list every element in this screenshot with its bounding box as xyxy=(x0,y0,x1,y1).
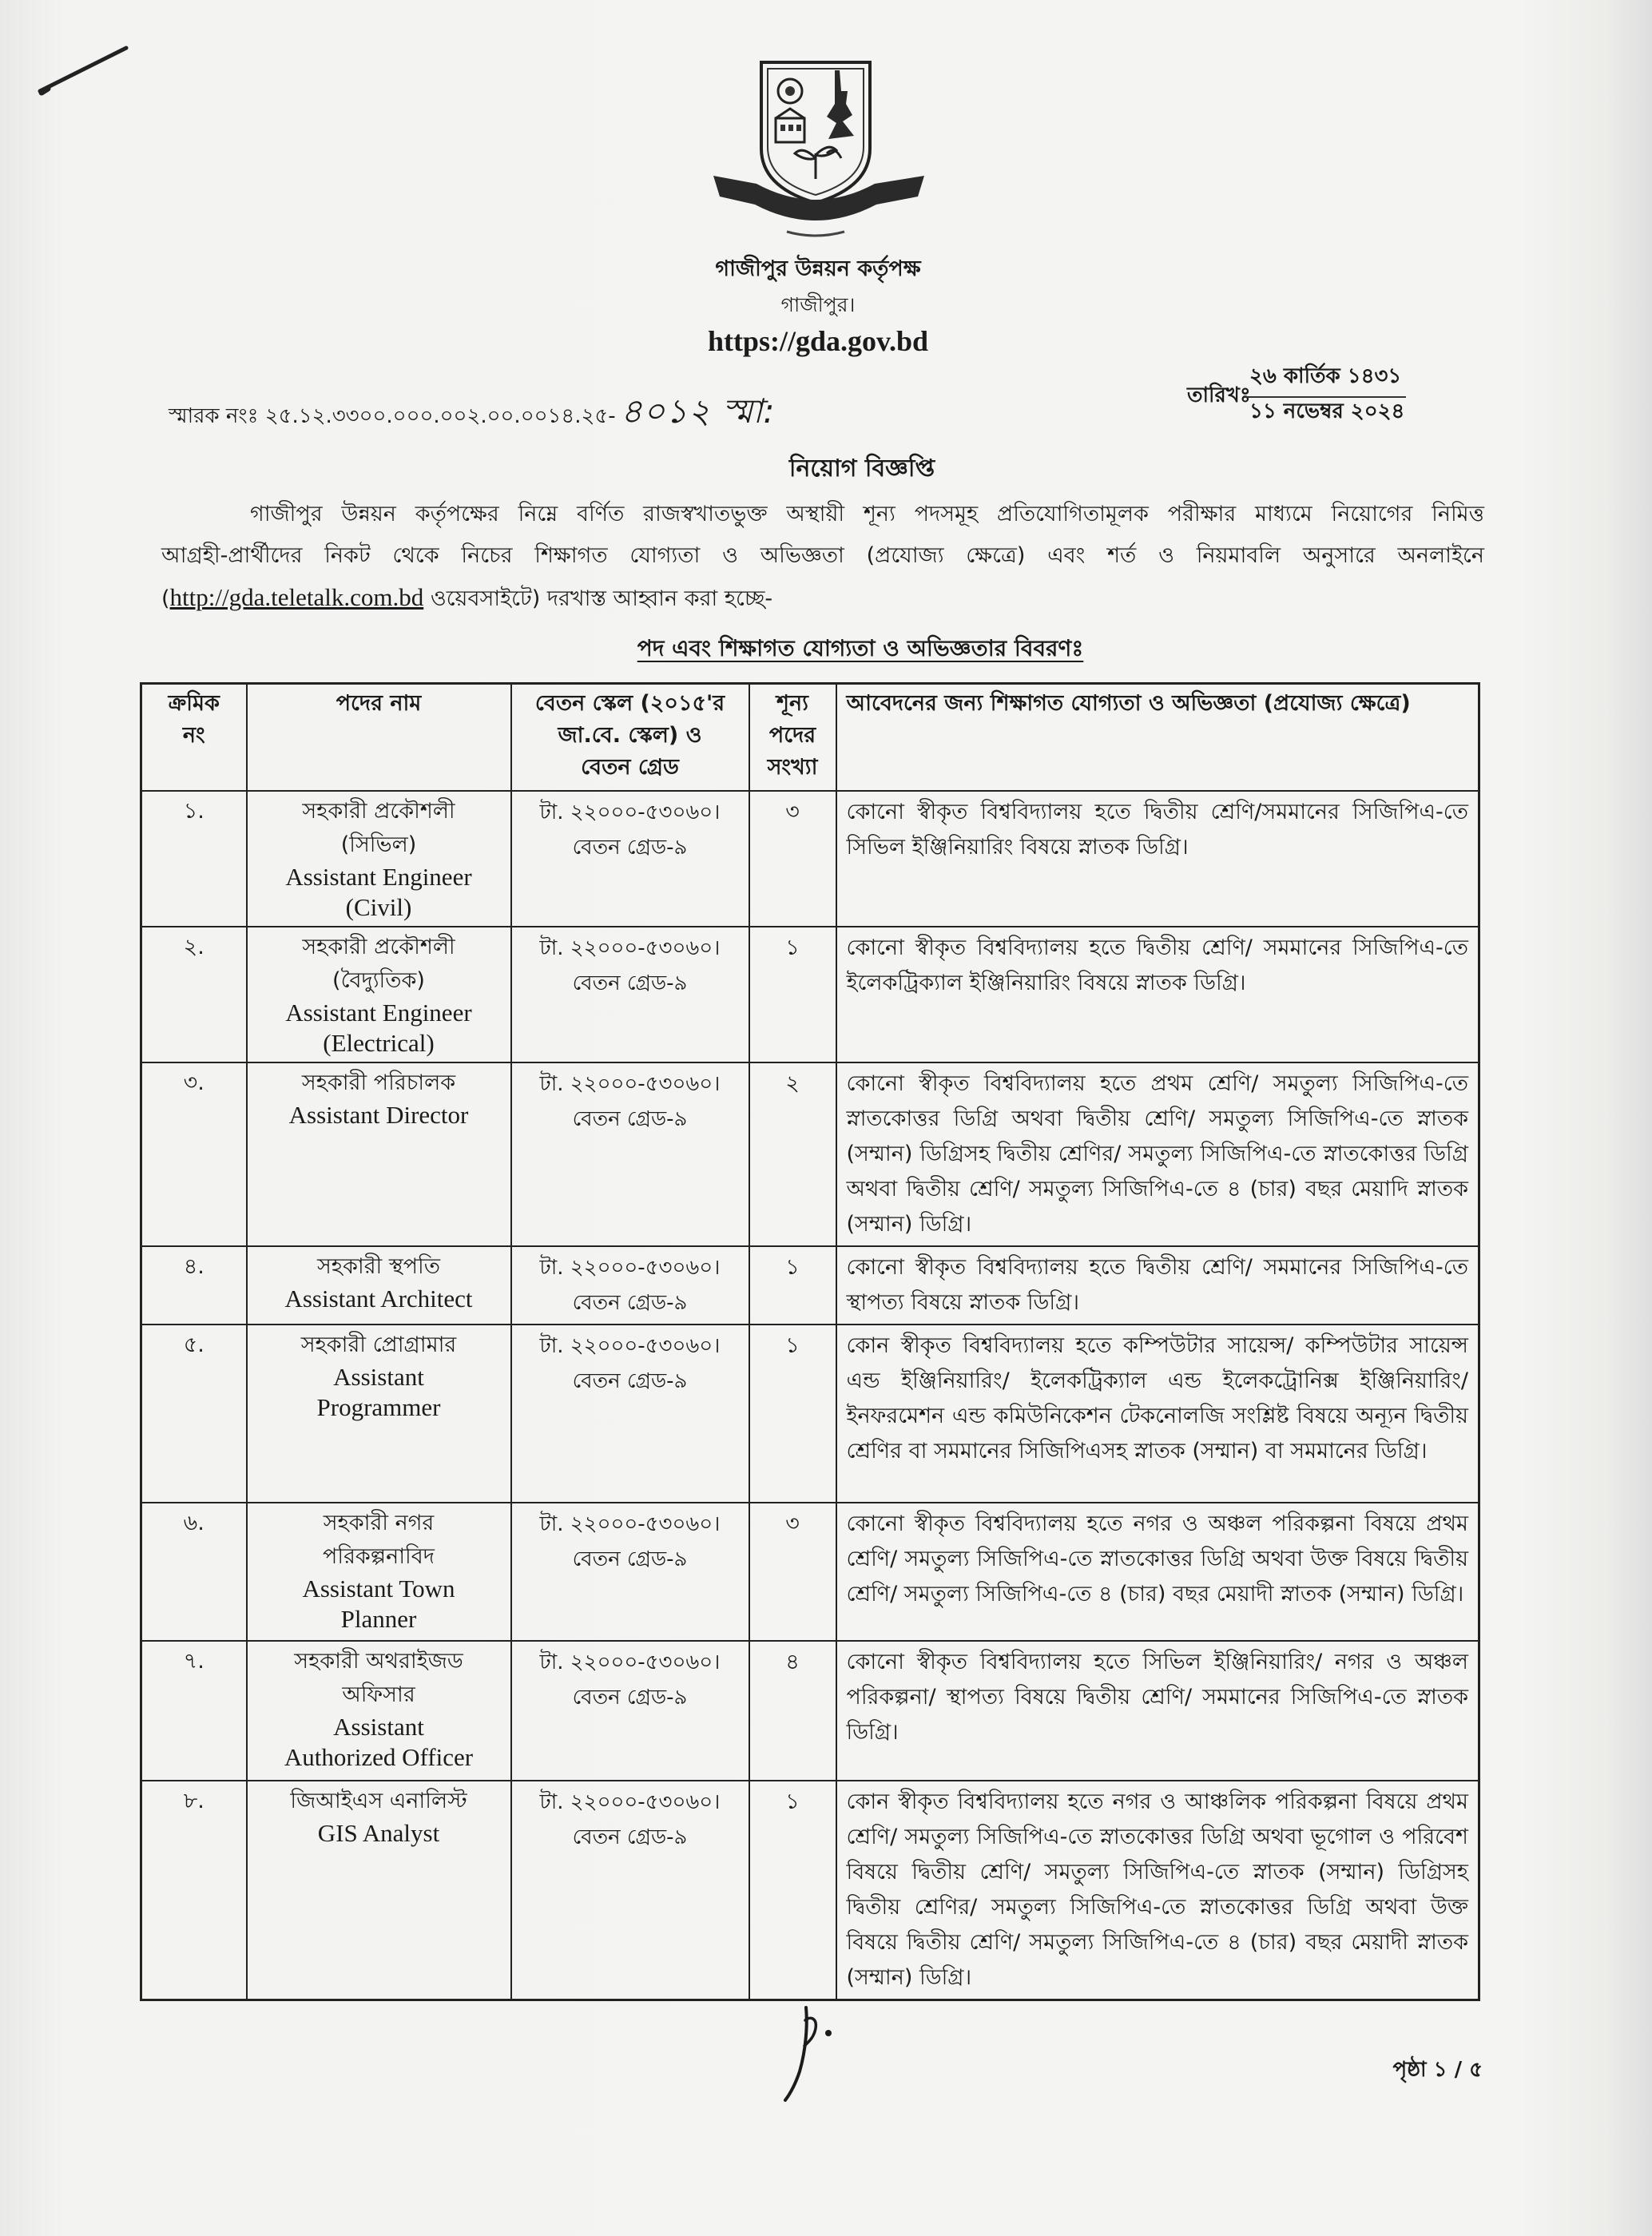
vacancy-cell xyxy=(749,927,836,1062)
col-pay-scale-header xyxy=(511,684,749,791)
vacancy-count: ৪ xyxy=(785,1649,800,1674)
pay-grade: বেতন গ্রেড-৯ xyxy=(572,835,688,860)
table-row xyxy=(141,1503,1479,1641)
serial-number: ২. xyxy=(183,934,205,959)
organization-name: গাজীপুর উন্নয়ন কর্তৃপক্ষ xyxy=(715,256,921,281)
posts-table xyxy=(140,682,1480,2001)
pay-scale-cell xyxy=(511,791,749,927)
qualification-cell xyxy=(836,1062,1479,1246)
header-label: পদের নাম xyxy=(336,691,422,716)
table-row xyxy=(141,1246,1479,1325)
serial-number: ১. xyxy=(183,798,205,824)
post-name-bangla: পরিকল্পনাবিদ xyxy=(323,1543,435,1569)
pay-grade: বেতন গ্রেড-৯ xyxy=(572,1825,688,1849)
intro-line: গাজীপুর উন্নয়ন কর্তৃপক্ষের নিম্নে বর্ণিত রাজস্বখাতভুক্ত অস্থায়ী শূন্য পদসমূহ প্রতিযোগিতামূলক পরীক্ষার মাধ্যমে নিয়োগের নিমিত্ত xyxy=(250,502,1484,526)
post-name-cell xyxy=(247,1641,511,1781)
pay-scale: টা. ২২০০০-৫৩০৬০। xyxy=(539,1511,721,1536)
pay-scale: টা. ২২০০০-৫৩০৬০। xyxy=(539,1333,721,1358)
qualification-text: কোনো স্বীকৃত বিশ্ববিদ্যালয় হতে দ্বিতীয় শ্রেণি/সমমানের সিজিপিএ-তে সিভিল ইঞ্জিনিয়ারিং বিষয়ে স্নাতক ডিগ্রি। xyxy=(846,799,1468,860)
post-name-english: (Electrical) xyxy=(323,1028,435,1057)
intro-paragraph xyxy=(161,494,1484,620)
header-label: জা.বে. স্কেল) ও xyxy=(558,723,702,748)
serial-number: ৬. xyxy=(183,1510,205,1535)
serial-cell xyxy=(141,1325,247,1503)
post-name-english: Assistant Engineer xyxy=(285,862,472,891)
vacancy-count: ২ xyxy=(785,1070,800,1096)
pay-grade: বেতন গ্রেড-৯ xyxy=(572,1547,688,1571)
serial-number: ৮. xyxy=(183,1788,205,1813)
pay-scale: টা. ২২০০০-৫৩০৬০। xyxy=(539,1789,721,1814)
pay-scale-cell xyxy=(511,1246,749,1325)
qualification-cell xyxy=(836,1503,1479,1641)
qualification-text: কোনো স্বীকৃত বিশ্ববিদ্যালয় হতে নগর ও অঞ্চল পরিকল্পনা বিষয়ে প্রথম শ্রেণি/ সমতুল্য সিজিপিএ-তে স্নাতকোত্তর ডিগ্রি অথবা উক্ত বিষয়ে দ্বিতীয় শ্রেণি/ সমতুল্য সিজিপিএ-তে ৪ (চার) বছর মেয়াদী স্নাতক (সম্মান) ডিগ্রি। xyxy=(846,1511,1468,1607)
table-row xyxy=(141,1781,1479,2000)
serial-number: ৭. xyxy=(183,1648,205,1674)
serial-number: ৩. xyxy=(183,1070,205,1095)
header-label: শূন্য xyxy=(776,691,808,716)
post-name-cell xyxy=(247,1781,511,2000)
post-name-english: Assistant Director xyxy=(288,1100,469,1129)
qualification-text: কোনো স্বীকৃত বিশ্ববিদ্যালয় হতে দ্বিতীয় শ্রেণি/ সমমানের সিজিপিএ-তে ইলেকট্রিক্যাল ইঞ্জিনিয়ারিং বিষয়ে স্নাতক ডিগ্রি। xyxy=(846,935,1468,995)
serial-number: ৪. xyxy=(183,1253,205,1279)
date-block xyxy=(1187,359,1491,431)
website-url[interactable]: https://gda.gov.bd xyxy=(707,325,929,357)
section-heading: পদ এবং শিক্ষাগত যোগ্যতা ও অভিজ্ঞতার বিবরণঃ xyxy=(637,635,1084,661)
qualification-text: কোনো স্বীকৃত বিশ্ববিদ্যালয় হতে প্রথম শ্রেণি/ সমতুল্য সিজিপিএ-তে স্নাতকোত্তর ডিগ্রি অথবা দ্বিতীয় শ্রেণি/ সমতুল্য সিজিপিএ-তে স্নাতক (সম্মান) ডিগ্রিসহ দ্বিতীয় শ্রেণির/ সমতুল্য সিজিপিএ-তে স্নাতকোত্তর ডিগ্রি অথবা দ্বিতীয় শ্রেণি/ সমতুল্য সিজিপিএ-তে ৪ (চার) বছর মেয়াদি স্নাতক (সম্মান) ডিগ্রি। xyxy=(846,1070,1468,1237)
intro-line: আগ্রহী-প্রার্থীদের নিকট থেকে নিচের শিক্ষাগত যোগ্যতা ও অভিজ্ঞতা (প্রযোজ্য ক্ষেত্রে) এবং শর্ত ও নিয়মাবলি অনুসারে অনলাইনে xyxy=(161,543,1484,568)
post-name-english: Assistant Engineer xyxy=(285,998,472,1027)
pay-grade: বেতন গ্রেড-৯ xyxy=(572,1106,688,1131)
notice-title: নিয়োগ বিজ্ঞপ্তি xyxy=(788,455,935,483)
qualification-cell xyxy=(836,927,1479,1062)
qualification-text: কোন স্বীকৃত বিশ্ববিদ্যালয় হতে নগর ও আঞ্চলিক পরিকল্পনা বিষয়ে প্রথম শ্রেণি/ সমতুল্য সিজিপিএ-তে স্নাতকোত্তর ডিগ্রি অথবা ভূগোল ও পরিবেশ বিষয়ে দ্বিতীয় শ্রেণি/ সমতুল্য সিজিপিএ-তে স্নাতক (সম্মান) ডিগ্রিসহ দ্বিতীয় শ্রেণির/ সমতুল্য সিজিপিএ-তে স্নাতকোত্তর ডিগ্রি অথবা উক্ত বিষয়ে দ্বিতীয় শ্রেণি/ সমতুল্য সিজিপিএ-তে ৪ (চার) বছর মেয়াদী স্নাতক (সম্মান) ডিগ্রি। xyxy=(846,1789,1468,1990)
post-name-bangla: সহকারী নগর xyxy=(323,1510,435,1535)
pay-scale: টা. ২২০০০-৫৩০৬০। xyxy=(539,1255,721,1280)
qualification-cell xyxy=(836,1246,1479,1325)
serial-cell xyxy=(141,791,247,927)
post-name-cell xyxy=(247,1325,511,1503)
vacancy-count: ১ xyxy=(785,1254,800,1280)
header-label: ক্রমিক xyxy=(168,691,220,716)
table-row xyxy=(141,1062,1479,1246)
post-name-english: GIS Analyst xyxy=(317,1818,440,1847)
post-name-english: Authorized Officer xyxy=(284,1742,474,1771)
post-name-bangla: জিআইএস এনালিস্ট xyxy=(290,1788,467,1813)
serial-cell xyxy=(141,1641,247,1781)
post-name-english: (Civil) xyxy=(345,892,412,921)
header-label: পদের xyxy=(768,723,816,748)
post-name-bangla: সহকারী প্রোগ্রামার xyxy=(300,1332,457,1357)
vacancy-count: ১ xyxy=(785,935,800,960)
date-label: তারিখঃ xyxy=(1187,383,1251,407)
col-serial-header xyxy=(141,684,247,791)
vacancy-cell xyxy=(749,1503,836,1641)
qualification-text: কোনো স্বীকৃত বিশ্ববিদ্যালয় হতে দ্বিতীয় শ্রেণি/ সমমানের সিজিপিএ-তে স্থাপত্য বিষয়ে স্নাতক ডিগ্রি। xyxy=(846,1254,1468,1315)
serial-cell xyxy=(141,1062,247,1246)
header-label: বেতন স্কেল (২০১৫'র xyxy=(534,691,725,716)
qualification-text: কোন স্বীকৃত বিশ্ববিদ্যালয় হতে কম্পিউটার সায়েন্স/ কম্পিউটার সায়েন্স এন্ড ইঞ্জিনিয়ারিং/ ইলেকট্রিক্যাল এন্ড ইলেকট্রোনিক্স ইঞ্জিনিয়ারিং/ ইনফরমেশন এন্ড কমিউনিকেশন টেকনোলজি সংশ্লিষ্ট বিষয়ে অন্যূন দ্বিতীয় শ্রেণির বা সমমানের সিজিপিএসহ স্নাতক (সম্মান) বা সমমানের ডিগ্রি। xyxy=(846,1332,1468,1464)
post-name-english: Planner xyxy=(340,1604,417,1633)
pay-grade: বেতন গ্রেড-৯ xyxy=(572,1368,688,1393)
memo-label: স্মারক নংঃ ২৫.১২.৩৩০০.০০০.০০২.০০.০০১৪.২৫- xyxy=(169,404,616,428)
vacancy-cell xyxy=(749,1641,836,1781)
vacancy-cell xyxy=(749,1246,836,1325)
vacancy-cell xyxy=(749,1325,836,1503)
vacancy-count: ৩ xyxy=(785,799,800,824)
pay-scale-cell xyxy=(511,927,749,1062)
post-name-cell xyxy=(247,791,511,927)
intro-line xyxy=(161,577,1484,620)
post-name-english: Assistant xyxy=(333,1362,424,1391)
qualification-text: কোনো স্বীকৃত বিশ্ববিদ্যালয় হতে সিভিল ইঞ্জিনিয়ারিং/ নগর ও অঞ্চল পরিকল্পনা/ স্থাপত্য বিষয়ে দ্বিতীয় শ্রেণি/ সমমানের সিজিপিএ-তে স্নাতক ডিগ্রি। xyxy=(846,1649,1468,1745)
vacancy-cell xyxy=(749,1062,836,1246)
serial-cell xyxy=(141,927,247,1062)
vacancy-count: ৩ xyxy=(785,1511,800,1536)
table-body xyxy=(141,791,1479,2000)
pay-scale: টা. ২২০০০-৫৩০৬০। xyxy=(539,1071,721,1096)
header-label: নং xyxy=(182,723,205,748)
vacancy-count: ১ xyxy=(785,1789,800,1814)
pay-scale-cell xyxy=(511,1641,749,1781)
pay-scale-cell xyxy=(511,1503,749,1641)
pay-scale-cell xyxy=(511,1325,749,1503)
post-name-english: Programmer xyxy=(316,1392,441,1421)
serial-cell xyxy=(141,1503,247,1641)
post-name-bangla: (সিভিল) xyxy=(340,832,417,857)
serial-number: ৫. xyxy=(183,1332,205,1357)
post-name-bangla: সহকারী পরিচালক xyxy=(301,1070,456,1095)
post-name-english: Assistant xyxy=(333,1712,424,1741)
header-label: সংখ্যা xyxy=(767,755,818,780)
page-number: পৃষ্ঠা ১ / ৫ xyxy=(1392,2058,1483,2082)
vacancy-cell xyxy=(749,1781,836,2000)
post-name-bangla: সহকারী প্রকৌশলী xyxy=(302,934,455,959)
pay-grade: বেতন গ্রেড-৯ xyxy=(572,971,688,995)
table-row xyxy=(141,927,1479,1062)
serial-cell xyxy=(141,1246,247,1325)
post-name-english: Assistant Architect xyxy=(284,1284,473,1313)
pay-scale: টা. ২২০০০-৫৩০৬০। xyxy=(539,800,721,824)
english-date: ১১ নভেম্বর ২০২৪ xyxy=(1249,399,1405,423)
qualification-cell xyxy=(836,1325,1479,1503)
pay-scale: টা. ২২০০০-৫৩০৬০। xyxy=(539,935,721,960)
post-name-bangla: অফিসার xyxy=(342,1682,415,1707)
gda-logo xyxy=(707,59,931,251)
table-header-row xyxy=(141,684,1479,791)
post-name-bangla: সহকারী প্রকৌশলী xyxy=(302,798,455,824)
memo-handwritten-number: ৪০১২ স্মা: xyxy=(620,391,776,431)
post-name-cell xyxy=(247,1503,511,1641)
qualification-cell xyxy=(836,791,1479,927)
memo-number xyxy=(169,385,888,442)
pen-mark xyxy=(32,40,136,104)
header-label: বেতন গ্রেড xyxy=(581,755,679,780)
post-name-bangla: (বৈদ্যুতিক) xyxy=(332,967,425,993)
header-label: আবেদনের জন্য শিক্ষাগত যোগ্যতা ও অভিজ্ঞতা (প্রযোজ্য ক্ষেত্রে) xyxy=(846,691,1411,716)
pay-scale-cell xyxy=(511,1781,749,2000)
col-post-name-header xyxy=(247,684,511,791)
qualification-cell xyxy=(836,1641,1479,1781)
col-qualification-header xyxy=(836,684,1479,791)
signature xyxy=(779,2001,851,2105)
post-name-cell xyxy=(247,927,511,1062)
pay-grade: বেতন গ্রেড-৯ xyxy=(572,1290,688,1315)
vacancy-count: ১ xyxy=(785,1332,800,1358)
serial-cell xyxy=(141,1781,247,2000)
intro-line-end: ওয়েবসাইটে) দরখাস্ত আহ্বান করা হচ্ছে- xyxy=(423,586,773,611)
col-vacancy-header xyxy=(749,684,836,791)
post-name-bangla: সহকারী স্থপতি xyxy=(316,1253,441,1279)
pay-grade: বেতন গ্রেড-৯ xyxy=(572,1685,688,1710)
pay-scale: টা. ২২০০০-৫৩০৬০। xyxy=(539,1650,721,1674)
teletalk-link[interactable]: http://gda.teletalk.com.bd xyxy=(169,583,424,611)
post-name-cell xyxy=(247,1246,511,1325)
post-name-bangla: সহকারী অথরাইজড xyxy=(294,1648,463,1674)
table-row xyxy=(141,791,1479,927)
post-name-english: Assistant Town xyxy=(302,1574,455,1603)
organization-location: গাজীপুর। xyxy=(780,293,856,316)
qualification-cell xyxy=(836,1781,1479,2000)
vacancy-cell xyxy=(749,791,836,927)
intro-open-paren: ( xyxy=(161,586,170,611)
bangla-date: ২৬ কার্তিক ১৪৩১ xyxy=(1245,359,1406,398)
table-row xyxy=(141,1325,1479,1503)
pay-scale-cell xyxy=(511,1062,749,1246)
post-name-cell xyxy=(247,1062,511,1246)
table-row xyxy=(141,1641,1479,1781)
